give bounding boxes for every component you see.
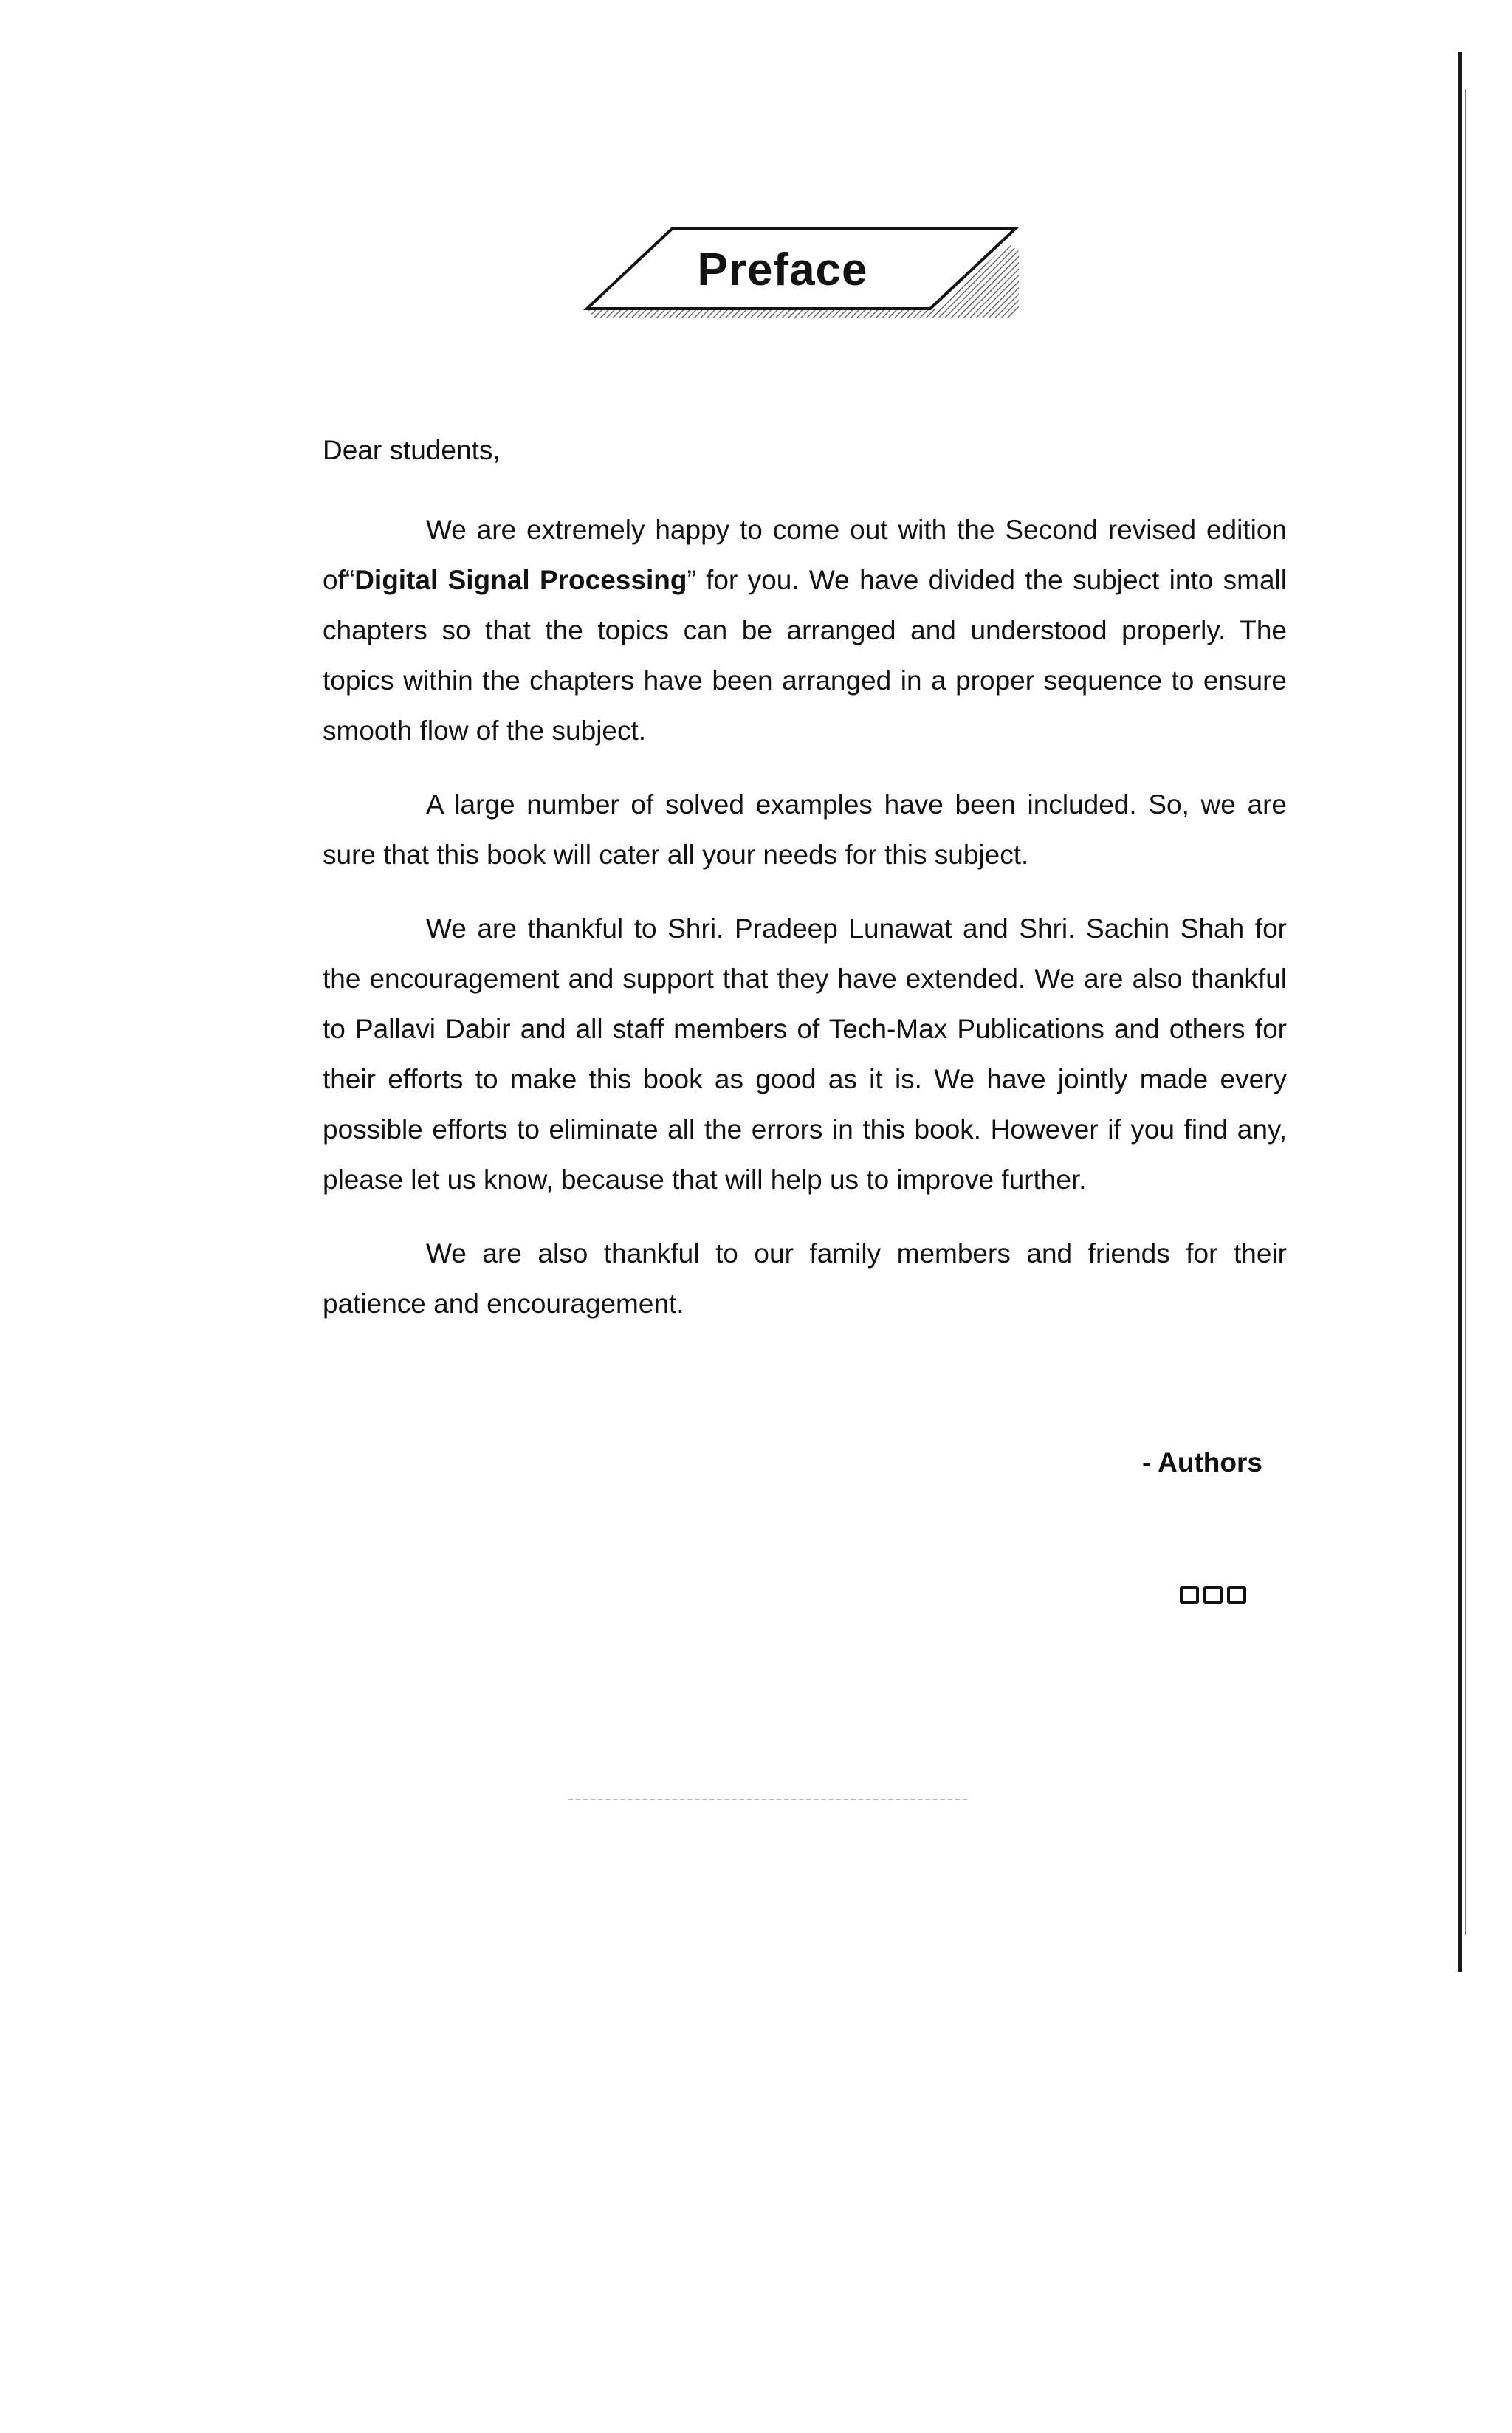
page-title: Preface [697, 244, 868, 295]
salutation: Dear students, [323, 435, 501, 465]
book-title: Digital Signal Processing [354, 565, 687, 595]
end-square-icon [1203, 1586, 1223, 1604]
three-hollow-squares-icon [1180, 1586, 1246, 1604]
paragraph-2: A large number of solved examples have been included. So, we are sure that this book will cater all your needs for this subject. [323, 789, 1287, 870]
paragraph-4: We are also thankful to our family members and friends for their patience and encouragement. [323, 1238, 1287, 1319]
faint-scan-rule [568, 1799, 967, 1800]
end-square-icon [1227, 1586, 1246, 1604]
page-edge-line [1458, 52, 1462, 1972]
end-square-icon [1180, 1586, 1199, 1604]
paragraph-1-lead: We are extremely happy to come out with the Second revised edition of“ [323, 515, 1287, 595]
title-banner [583, 222, 1026, 332]
letter-body [323, 505, 1287, 1353]
signature: - Authors [1141, 1447, 1262, 1478]
page-edge-line-inner [1465, 89, 1466, 1935]
paragraph-3: We are thankful to Shri. Pradeep Lunawat and Shri. Sachin Shah for the encouragement and support that they have extended. We are also thankful to Pallavi Dabir and all staff members of Tech-Max Publications and others for their efforts to make this book as good as it is. We have jointly made every possible efforts to eliminate all the errors in this book. However if you find any, please let us know, because that will help us to improve further. [323, 913, 1287, 1195]
paragraph-1 [323, 505, 1287, 756]
paragraph-1-rest: ” for you. We have divided the subject into small chapters so that the topics can be arranged and understood properly. The topics within the chapters have been arranged in a proper sequence to ensure smooth flow of the subject. [323, 565, 1287, 746]
